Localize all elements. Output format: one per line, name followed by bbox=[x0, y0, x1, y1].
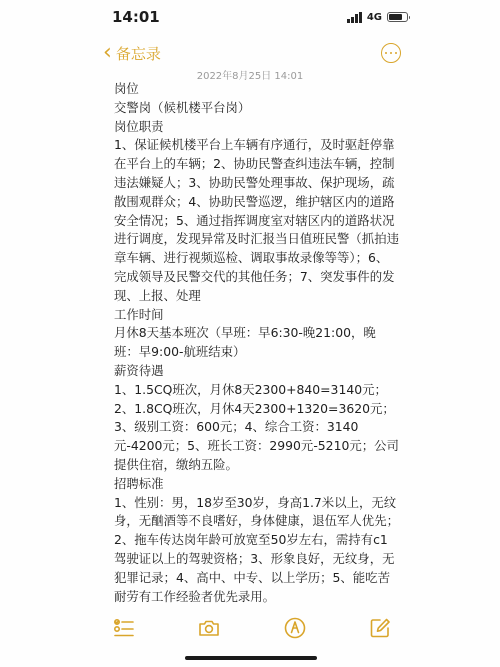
bottom-toolbar bbox=[0, 612, 500, 642]
note-line-hours: 月休8天基本班次（早班：早6:30-晚21:00，晚班：早9:00-航班结束） bbox=[114, 325, 376, 360]
chevron-left-icon: ‹ bbox=[103, 40, 112, 65]
note-line-requirements: 1、性别：男，18岁至30岁，身高1.7米以上，无纹身，无酗酒等不良嗜好，身体健康，退伍军人优先；2、拖车传达岗年龄可放宽至50岁左右，需持有c1驾驶证以上的驾驶资格；3、形象良好，无纹身，无犯罪记录；4、高中、中专、以上学历；5、能吃苦耐劳有工作经验者优先录用。 bbox=[114, 494, 399, 604]
note-line-hours-heading: 工作时间 bbox=[114, 306, 164, 322]
dot bbox=[385, 52, 388, 55]
note-line-requirements-heading: 招聘标准 bbox=[114, 475, 164, 491]
status-bar bbox=[0, 0, 500, 34]
dot bbox=[395, 52, 398, 55]
back-label: 备忘录 bbox=[115, 44, 161, 63]
note-body[interactable] bbox=[114, 80, 400, 606]
note-timestamp: 2022年8月25日 14:01 bbox=[196, 71, 304, 82]
status-time: 14:01 bbox=[112, 8, 160, 26]
dot bbox=[390, 52, 393, 55]
navigation-bar bbox=[0, 38, 500, 68]
home-indicator bbox=[185, 656, 317, 660]
compose-icon[interactable] bbox=[369, 617, 391, 639]
battery-icon bbox=[387, 12, 408, 22]
back-button[interactable] bbox=[103, 42, 161, 64]
camera-icon[interactable] bbox=[198, 617, 220, 639]
cellular-signal-icon bbox=[347, 12, 362, 23]
more-options-button[interactable] bbox=[381, 43, 401, 63]
note-line-salary: 1、1.5CQ班次，月休8天2300+840=3140元；2、1.8CQ班次，月休4天2300+1320=3620元；3、级别工资：600元；4、综合工资：3140元-4200元；5、班长工资：2990元-5210元；公司提供住宿，缴纳五险。 bbox=[114, 381, 399, 472]
note-line-salary-heading: 薪资待遇 bbox=[114, 362, 164, 378]
status-indicators bbox=[347, 12, 408, 23]
note-line-position-name: 交警岗（候机楼平台岗） bbox=[114, 99, 251, 115]
note-line-position-heading: 岗位 bbox=[114, 81, 139, 96]
note-line-duties-heading: 岗位职责 bbox=[114, 118, 164, 134]
network-type: 4G bbox=[366, 11, 382, 23]
markup-pen-icon[interactable] bbox=[284, 617, 306, 639]
checklist-icon[interactable] bbox=[113, 617, 135, 639]
note-line-duties: 1、保证候机楼平台上车辆有序通行，及时驱赶停靠在平台上的车辆；2、协助民警查纠违法车辆，控制违法嫌疑人；3、协助民警处理事故、保护现场，疏散围观群众；4、协助民警巡逻，维护辖区内的道路安全情况；5、通过指挥调度室对辖区内的道路状况进行调度，发现异常及时汇报当日值班民警（抓拍违章车辆、进行视频巡检、调取事故录像等等）；6、完成领导及民警交代的其他任务；7、突发事件的发现、上报、处理 bbox=[114, 137, 399, 303]
